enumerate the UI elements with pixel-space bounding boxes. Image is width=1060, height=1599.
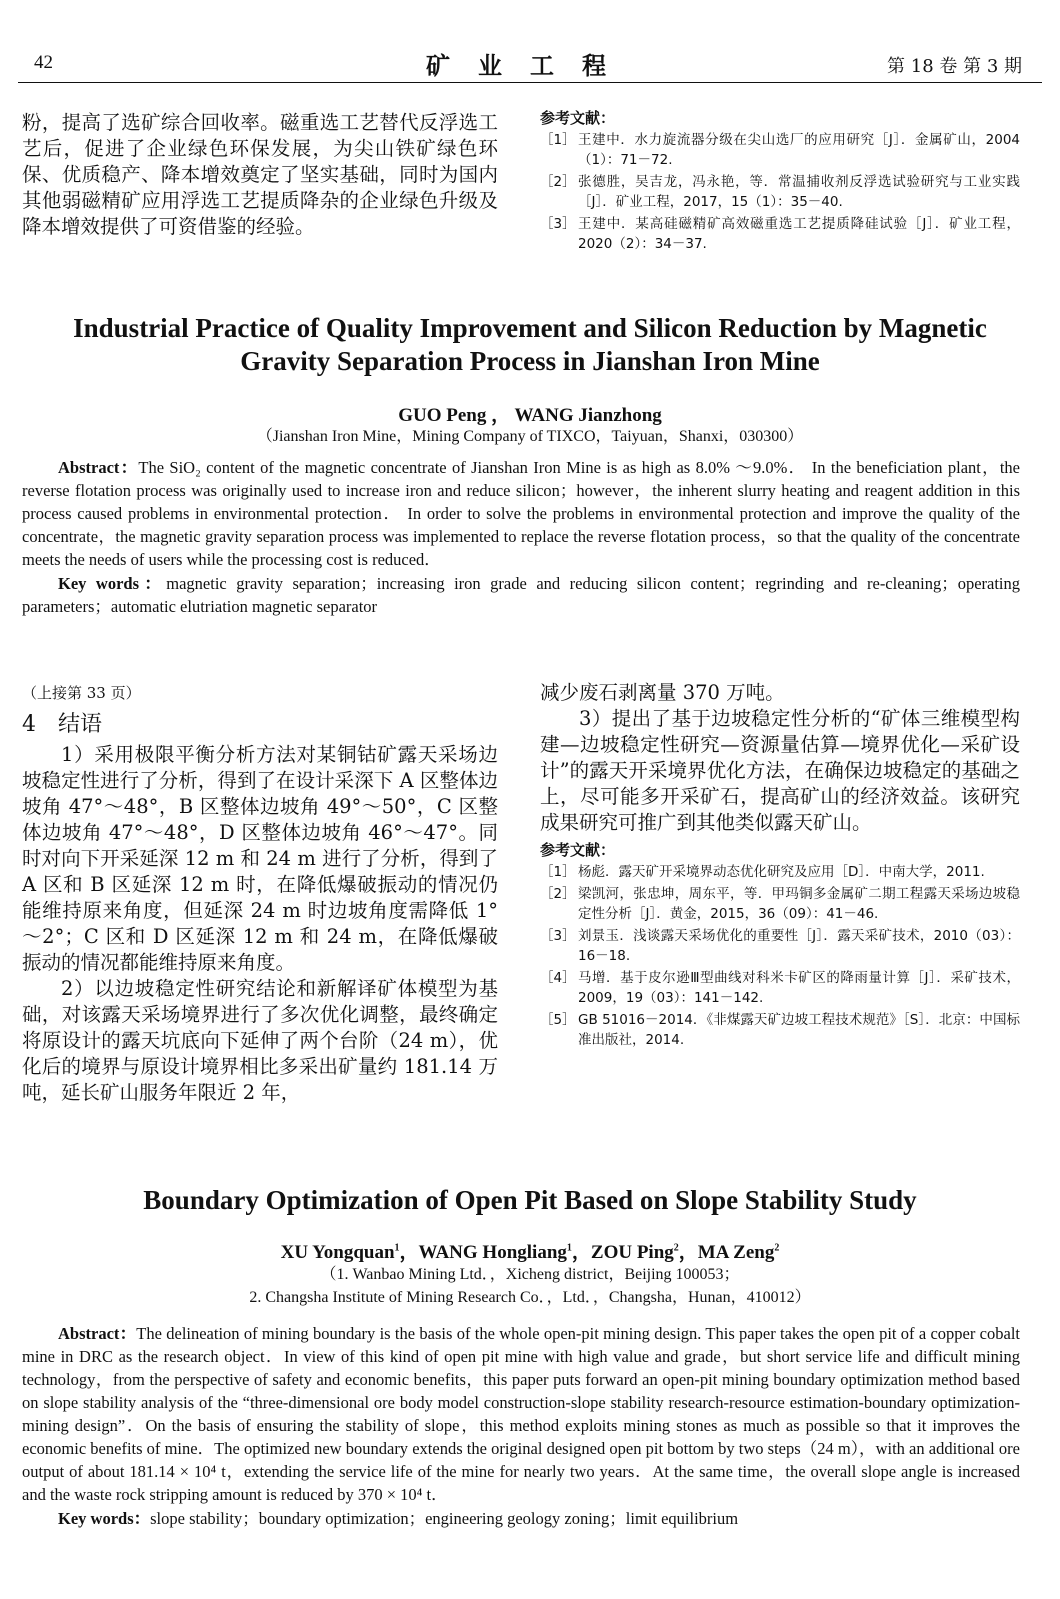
reference-item: ［4］ 马增．基于皮尔逊Ⅲ型曲线对科米卡矿区的降雨量计算［J］．采矿技术，2009，19（03）：141－142. [540,970,1020,1006]
journal-title: 矿业工程 [426,51,634,80]
article2-affiliation: （1. Wanbao Mining Ltd．，Xicheng district，Beijing 100053； 2. Changsha Institute of Mining Research Co．，Ltd．，Changsha，Hunan，410012） [249,1266,811,1306]
volume-issue: 第 18 卷 第 3 期 [887,56,1022,77]
top-left-paragraph: 粉，提高了选矿综合回收率。磁重选工艺替代反浮选工艺后，促进了企业绿色环保发展，为尖山铁矿绿色环保、优质稳产、降本增效奠定了坚实基础，同时为国内其他弱磁精矿应用浮选工艺提质降杂的企业绿色升级及降本增效提供了可资借鉴的经验。 [22,111,498,238]
references-heading: 参考文献： [540,841,616,859]
article2-title: Boundary Optimization of Open Pit Based on Slope Stability Study [143,1185,917,1215]
article2-abstract [22,1322,1020,1530]
continued-note: （上接第 33 页） [22,684,141,702]
reference-item: ［5］ GB 51016－2014．《非煤露天矿边坡工程技术规范》［S］．北京：中国标准出版社，2014. [540,1012,1020,1048]
abstract-text: The SiO₂ content of the magnetic concentrate of Jianshan Iron Mine is as high as 8.0% ～9.0%． In the beneficiation plant，the reverse flotation process was originally used to increase iron and reduce silicon；however，the inherent slurry heating and reagent addition in this process caused problems in environmental protection． In order to solve the problems in environmental protection and improve the quality of the concentrate，the magnetic gravity separation process was implemented to replace the reverse flotation process，so that the quality of the concentrate meets the needs of users while the processing cost is reduced． [22,458,1020,569]
header-rule [18,82,1042,83]
reference-item: ［1］ 杨彪．露天矿开采境界动态优化研究及应用［D］．中南大学，2011. [540,864,985,880]
reference-item: ［2］ 梁凯河，张忠坤，周东平，等．甲玛铜多金属矿二期工程露天采场边坡稳定性分析［J］．黄金，2015，36（09）：41－46. [540,886,1020,922]
section-heading: 4 结语 [22,712,102,737]
continued-paragraph: 减少废石剥离量 370 万吨。 [540,681,785,704]
article2-keywords: Key words：slope stability；boundary optimization；engineering geology zoning；limit equilibrium [58,1509,739,1528]
abstract-label: Abstract： [58,1324,137,1343]
lower-right-column [540,680,1020,1052]
conclusion-paragraph-2: 2）以边坡稳定性研究结论和新解译矿体模型为基础，对该露天采场境界进行了多次优化调整，最终确定将原设计的露天坑底向下延伸了两个台阶（24 m），优化后的境界与原设计境界相比多采出矿量约 181.14 万吨，延长矿山服务年限近 2 年， [22,977,498,1104]
abstract-text: The delineation of mining boundary is the basis of the whole open-pit mining design. This paper takes the open pit of a copper cobalt mine in DRC as the research object．In view of this kind of open pit mine with high value and grade，but short service life and difficult mining technology，from the perspective of safety and economic benefits，this paper puts forward an open-pit mining boundary optimization method based on slope stability analysis of the “three-dimensional ore body model construction-slope stability research-resource estimation-boundary optimization-mining design”．On the basis of ensuring the stability of slope，this method exploits mining stones as much as possible so that it improves the economic benefits of mine．The optimized new boundary extends the original designed open pit bottom by two steps（24 m），with an additional ore output of about 181.14 × 10⁴ t，extending the service life of the mine for nearly two years．At the same time，the overall slope angle is increased and the waste rock stripping amount is reduced by 370 × 10⁴ t． [22,1324,1020,1504]
top-references [540,108,1020,256]
article1-keywords: Key words：magnetic gravity separation；increasing iron grade and reducing silicon content；regrinding and re-cleaning；operating parameters；automatic elutriation magnetic separator [22,574,1021,616]
reference-item: ［2］ 张德胜，吴吉龙，冯永艳，等．常温捕收剂反浮选试验研究与工业实践［J］．矿业工程，2017，15（1）：35－40. [540,174,1020,210]
running-header [0,0,1060,84]
lower-left-column [22,680,498,1106]
article1-abstract [22,456,1020,618]
article1-title: Industrial Practice of Quality Improvement and Silicon Reduction by Magnetic Gravity Separation Process in Jianshan Iron Mine [73,313,987,376]
reference-item: ［1］ 王建中．水力旋流器分级在尖山选厂的应用研究［J］．金属矿山，2004（1）：71－72. [540,132,1020,168]
article1-affiliation: （Jianshan Iron Mine，Mining Company of TIXCO，Taiyuan，Shanxi，030300） [256,428,804,445]
reference-item: ［3］ 刘景玉．浅谈露天采场优化的重要性［J］．露天采矿技术，2010（03）：16－18. [540,928,1020,964]
conclusion-paragraph-1: 1）采用极限平衡分析方法对某铜钴矿露天采场边坡稳定性进行了分析，得到了在设计采深下 A 区整体边坡角 47°～48°，B 区整体边坡角 49°～50°，C 区整体边坡角 47°～48°，D 区整体边坡角 46°～47°。同时对向下开采延深 12 m 和 24 m 进行了分析，得到了 A 区和 B 区延深 12 m 时，在降低爆破振动的情况仍能维持原来角度，但延深 24 m 时边坡角度需降低 1°～2°；C 区和 D 区延深 12 m 和 24 m，在降低爆破振动的情况都能维持原来角度。 [22,743,498,974]
reference-item: ［3］ 王建中．某高硅磁精矿高效磁重选工艺提质降硅试验［J］．矿业工程，2020（2）：34－37. [540,216,1020,252]
references-heading: 参考文献： [540,109,616,127]
top-left-column [22,110,498,240]
lower-references [540,840,1020,1050]
conclusion-paragraph-3: 3）提出了基于边坡稳定性分析的“矿体三维模型构建—边坡稳定性研究—资源量估算—境界优化—采矿设计”的露天开采境界优化方法，在确保边坡稳定的基础之上，尽可能多开采矿石，提高矿山的经济效益。该研究成果研究可推广到其他类似露天矿山。 [540,707,1020,834]
article1-authors: GUO Peng ， WANG Jianzhong [398,405,662,426]
abstract-label: Abstract： [58,458,139,477]
page-number: 42 [34,52,53,73]
article2-authors: XU Yongquan$^1$，WANG Hongliang$^1$，ZOU Ping$^2$，MA Zeng$^2$ [280,1242,780,1263]
